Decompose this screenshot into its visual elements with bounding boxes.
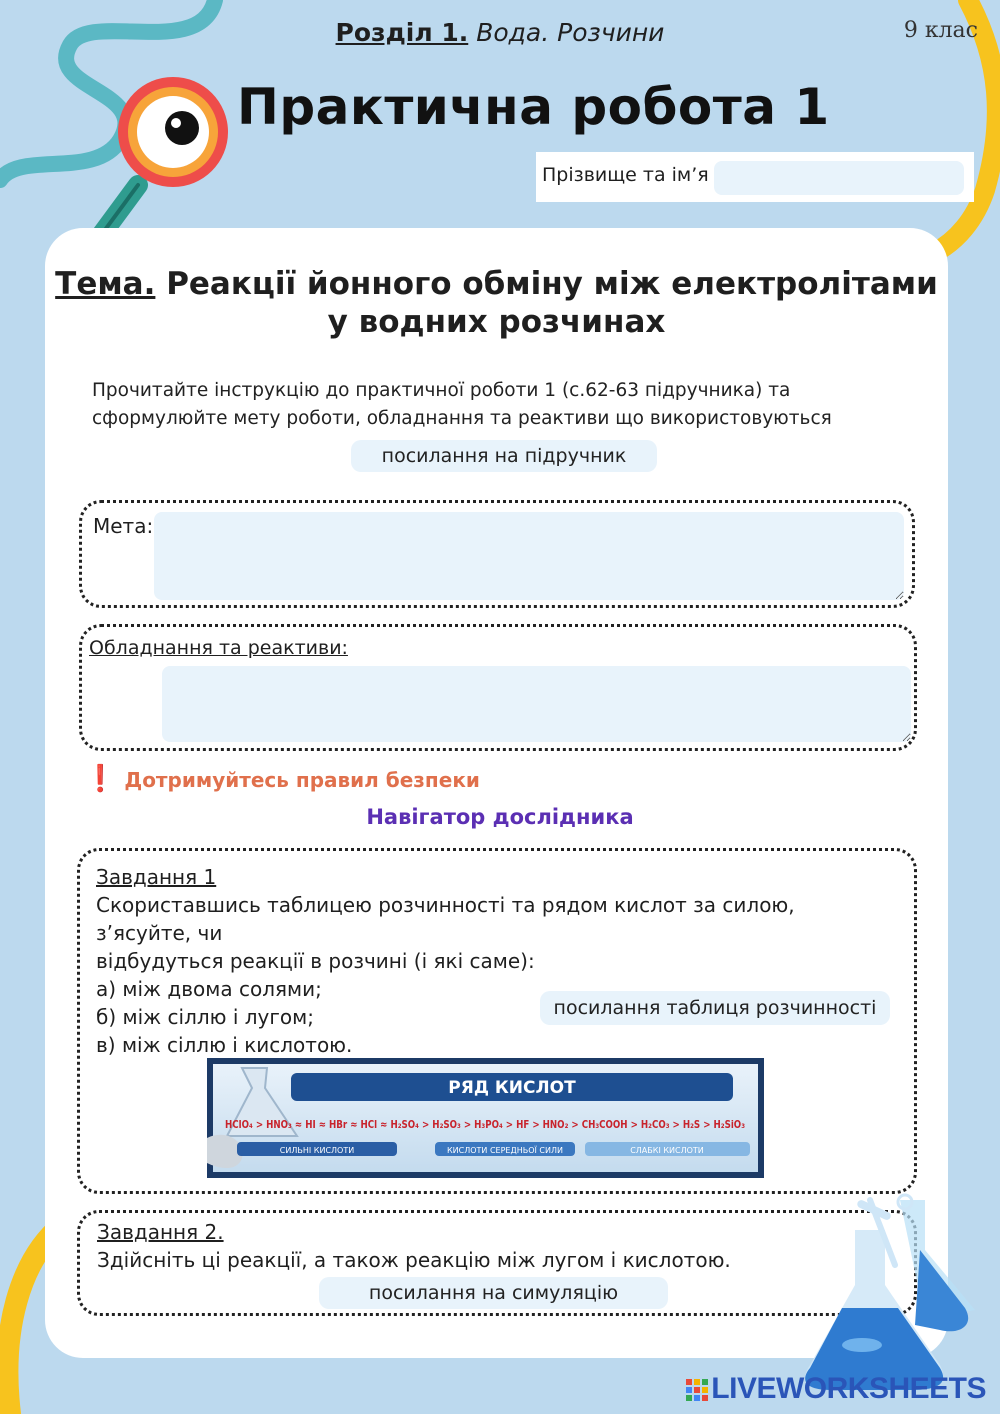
navigator-title: Навігатор дослідника xyxy=(366,805,634,829)
name-box xyxy=(536,152,974,202)
task1-line2: відбудуться реакції в розчині (і які саме): xyxy=(96,949,535,973)
instructions xyxy=(92,377,892,433)
goal-input[interactable] xyxy=(154,512,904,600)
watermark-text: LIVEWORKSHEETS xyxy=(711,1372,986,1405)
task1-item-b: б) між сіллю і лугом; xyxy=(96,1005,314,1029)
acid-group-weak: СЛАБКІ КИСЛОТИ xyxy=(630,1146,704,1155)
spacer-curve xyxy=(0,300,40,700)
task2-line1: Здійсніть ці реакції, а також реакцію між лугом і кислотою. xyxy=(97,1248,731,1272)
acid-series-formula: HClO₄ > HNO₃ ≈ HI ≈ HBr ≈ HCl ≈ H₂SO₄ > H₂SO₃ > H₃PO₄ > HF > HNO₂ > CH₃COOH > H₂CO₃ > H₂S > H₂SiO₃ xyxy=(225,1118,746,1131)
topic-heading xyxy=(45,265,948,341)
grade-label: 9 клас xyxy=(903,18,978,43)
equipment-input[interactable] xyxy=(162,666,911,742)
task1-text xyxy=(96,863,896,1059)
safety-warning xyxy=(84,764,480,794)
section-header xyxy=(0,18,1000,47)
liveworksheets-watermark xyxy=(686,1372,986,1406)
task1-item-a: а) між двома солями; xyxy=(96,977,322,1001)
topic-text-line1: Реакції йонного обміну між електролітами xyxy=(166,266,938,302)
topic-label: Тема. xyxy=(55,266,156,302)
acid-group-medium: КИСЛОТИ СЕРЕДНЬОЇ СИЛИ xyxy=(446,1146,564,1155)
section-title: Вода. Розчини xyxy=(476,18,665,47)
name-input[interactable] xyxy=(714,161,964,195)
flasks-icon xyxy=(800,1190,1000,1390)
solubility-link-button[interactable]: посилання таблиця розчинності xyxy=(540,991,890,1025)
acid-series-title: РЯД КИСЛОТ xyxy=(448,1078,576,1098)
equipment-label: Обладнання та реактиви: xyxy=(89,637,348,659)
goal-label: Мета: xyxy=(93,514,154,538)
textbook-link-button[interactable]: посилання на підручник xyxy=(351,440,657,472)
topic-text-line2: у водних розчинах xyxy=(327,304,666,340)
safety-text: Дотримуйтесь правил безпеки xyxy=(124,768,480,792)
acid-group-strong: СИЛЬНІ КИСЛОТИ xyxy=(279,1146,355,1155)
task1-line1: Скориставшись таблицею розчинності та рядом кислот за силою, з’ясуйте, чи xyxy=(96,893,795,945)
simulation-link-button[interactable]: посилання на симуляцію xyxy=(319,1277,668,1309)
task2-text xyxy=(97,1218,897,1274)
acid-series-image xyxy=(207,1058,764,1178)
task1-item-c: в) між сіллю і кислотою. xyxy=(96,1033,353,1057)
liveworksheets-logo-icon xyxy=(686,1379,708,1401)
section-label: Розділ 1. xyxy=(335,18,469,47)
task1-heading: Завдання 1 xyxy=(96,865,217,889)
exclamation-icon: ❗ xyxy=(84,764,117,794)
task2-heading: Завдання 2. xyxy=(97,1220,224,1244)
instructions-line2: сформулюйте мету роботи, обладнання та реактиви що використовуються xyxy=(92,408,832,429)
page-title: Практична робота 1 xyxy=(237,78,830,136)
instructions-line1: Прочитайте інструкцію до практичної роботи 1 (с.62-63 підручника) та xyxy=(92,380,791,401)
name-label: Прізвище та ім’я xyxy=(542,164,709,186)
